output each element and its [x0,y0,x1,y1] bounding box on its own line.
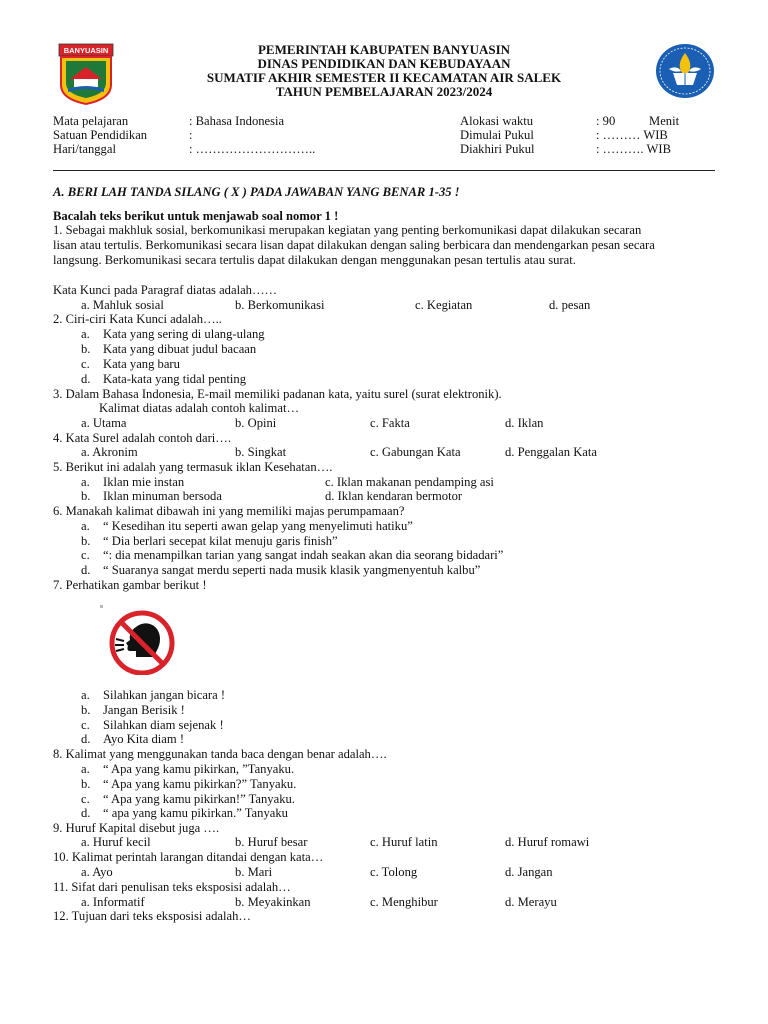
header-line-agency: DINAS PENDIDIKAN DAN KEBUDAYAAN [257,56,511,71]
q2-option-c[interactable]: Kata yang baru [103,357,180,371]
q6-option-d[interactable]: “ Suaranya sangat merdu seperti nada musik klasik yangmenyentuh kalbu” [103,563,481,577]
q5-option-a-letter: a. [81,475,90,489]
q7-option-b-letter: b. [81,703,91,717]
q10-option-d[interactable]: d. Jangan [505,865,553,879]
q7-option-a-letter: a. [81,688,90,702]
question-9: 9. Huruf Kapital disebut juga …. [53,821,220,835]
q5-option-b-letter: b. [81,489,91,503]
duration-value: : 90 [596,114,616,128]
header-line-exam: SUMATIF AKHIR SEMESTER II KECAMATAN AIR SALEK [206,70,562,85]
q9-option-c[interactable]: c. Huruf latin [370,835,438,849]
date-value: : ……………………….. [189,142,316,156]
question-12: 12. Tujuan dari teks eksposisi adalah… [53,909,251,923]
duration-label: Alokasi waktu [460,114,534,128]
q2-option-b[interactable]: Kata yang dibuat judul bacaan [103,342,257,356]
question-4: 4. Kata Surel adalah contoh dari…. [53,431,232,445]
q1-option-d[interactable]: d. pesan [549,298,591,312]
q6-option-b-letter: b. [81,534,91,548]
section-title: A. BERI LAH TANDA SILANG ( X ) PADA JAWABAN YANG BENAR 1-35 ! [53,185,460,199]
q11-option-b[interactable]: b. Meyakinkan [235,895,311,909]
q10-option-c[interactable]: c. Tolong [370,865,418,879]
q3-option-d[interactable]: d. Iklan [505,416,544,430]
question-3-prompt: Kalimat diatas adalah contoh kalimat… [99,401,300,415]
passage-line-1: 1. Sebagai makhluk sosial, berkomunikasi merupakan kegiatan yang penting berkomunikasi dapat dilakukan secaran [53,223,642,237]
q2-option-a-letter: a. [81,327,90,341]
question-3: 3. Dalam Bahasa Indonesia, E-mail memiliki padanan kata, yaitu surel (surat elektronik). [53,387,502,401]
q2-option-b-letter: b. [81,342,91,356]
q8-option-b-letter: b. [81,777,91,791]
q11-option-a[interactable]: a. Informatif [81,895,145,909]
q7-option-d-letter: d. [81,732,91,746]
q10-option-a[interactable]: a. Ayo [81,865,113,879]
q2-option-d[interactable]: Kata-kata yang tidal penting [103,372,247,386]
q1-option-b[interactable]: b. Berkomunikasi [235,298,325,312]
q7-option-b[interactable]: Jangan Berisik ! [103,703,185,717]
q9-option-a[interactable]: a. Huruf kecil [81,835,151,849]
q6-option-a[interactable]: “ Kesedihan itu seperti awan gelap yang menyelimuti hatiku” [103,519,413,533]
q5-option-b[interactable]: Iklan minuman bersoda [103,489,222,503]
question-5: 5. Berikut ini adalah yang termasuk iklan Kesehatan…. [53,460,333,474]
q11-option-c[interactable]: c. Menghibur [370,895,438,909]
q5-option-d[interactable]: d. Iklan kendaran bermotor [325,489,463,503]
q4-option-c[interactable]: c. Gabungan Kata [370,445,461,459]
header-divider [53,170,715,171]
q10-option-b[interactable]: b. Mari [235,865,273,879]
start-time-value: : ……… WIB [596,128,668,142]
q7-option-a[interactable]: Silahkan jangan bicara ! [103,688,226,702]
start-time-label: Dimulai Pukul [460,128,534,142]
q2-option-a[interactable]: Kata yang sering di ulang-ulang [103,327,265,341]
reading-instruction: Bacalah teks berikut untuk menjawab soal nomor 1 ! [53,209,339,223]
q8-option-a[interactable]: “ Apa yang kamu pikirkan, ”Tanyaku. [103,762,295,776]
q1-option-c[interactable]: c. Kegiatan [415,298,473,312]
q7-option-d[interactable]: Ayo Kita diam ! [103,732,185,746]
q7-option-c[interactable]: Silahkan diam sejenak ! [103,718,224,732]
q5-option-c[interactable]: c. Iklan makanan pendamping asi [325,475,494,489]
q6-option-a-letter: a. [81,519,90,533]
q2-option-c-letter: c. [81,357,90,371]
q3-option-b[interactable]: b. Opini [235,416,277,430]
q4-option-a[interactable]: a. Akronim [81,445,138,459]
duration-unit: Menit [649,114,680,128]
q8-option-c[interactable]: “ Apa yang kamu pikirkan!” Tanyaku. [103,792,295,806]
no-talking-icon [100,605,182,675]
q8-option-a-letter: a. [81,762,90,776]
question-6: 6. Manakah kalimat dibawah ini yang memiliki majas perumpamaan? [53,504,405,518]
date-label: Hari/tanggal [53,142,116,156]
question-8: 8. Kalimat yang menggunakan tanda baca dengan benar adalah…. [53,747,387,761]
q3-option-a[interactable]: a. Utama [81,416,127,430]
question-2: 2. Ciri-ciri Kata Kunci adalah….. [53,312,222,326]
passage-line-3: langsung. Berkomunikasi secara tertulis dapat dilakukan dengan menggunakan pesan tertulis atau surat. [53,253,576,267]
q4-option-b[interactable]: b. Singkat [235,445,287,459]
q3-option-c[interactable]: c. Fakta [370,416,410,430]
end-time-label: Diakhiri Pukul [460,142,535,156]
school-label: Satuan Pendidikan [53,128,148,142]
q6-option-c[interactable]: “: dia menampilkan tarian yang sangat indah seakan akan dia seorang bidadari” [103,548,504,562]
subject-label: Mata pelajaran [53,114,129,128]
q8-option-d[interactable]: “ apa yang kamu pikirkan.” Tanyaku [103,806,288,820]
q11-option-d[interactable]: d. Merayu [505,895,557,909]
question-7: 7. Perhatikan gambar berikut ! [53,578,207,592]
q8-option-c-letter: c. [81,792,90,806]
passage-line-2: lisan atau tertulis. Berkomunikasi secara lisan dapat dilakukan dengan saling berbicara dan mendengarkan pesan secara [53,238,655,252]
q9-option-b[interactable]: b. Huruf besar [235,835,308,849]
header-line-year: TAHUN PEMBELAJARAN 2023/2024 [275,84,493,99]
header-line-government: PEMERINTAH KABUPATEN BANYUASIN [257,42,511,57]
q1-option-a[interactable]: a. Mahluk sosial [81,298,164,312]
svg-text:BANYUASIN: BANYUASIN [63,46,109,55]
question-1: Kata Kunci pada Paragraf diatas adalah…… [53,283,278,297]
q5-option-a[interactable]: Iklan mie instan [103,475,185,489]
q2-option-d-letter: d. [81,372,91,386]
q6-option-d-letter: d. [81,563,91,577]
q6-option-b[interactable]: “ Dia berlari secepat kilat menuju garis finish” [103,534,338,548]
end-time-value: : ………. WIB [596,142,671,156]
school-value: : [189,128,193,142]
q9-option-d[interactable]: d. Huruf romawi [505,835,590,849]
q8-option-d-letter: d. [81,806,91,820]
question-10: 10. Kalimat perintah larangan ditandai dengan kata… [53,850,324,864]
q7-option-c-letter: c. [81,718,90,732]
subject-value: : Bahasa Indonesia [189,114,285,128]
q8-option-b[interactable]: “ Apa yang kamu pikirkan?” Tanyaku. [103,777,297,791]
question-11: 11. Sifat dari penulisan teks eksposisi adalah… [53,880,291,894]
q6-option-c-letter: c. [81,548,90,562]
q4-option-d[interactable]: d. Penggalan Kata [505,445,597,459]
